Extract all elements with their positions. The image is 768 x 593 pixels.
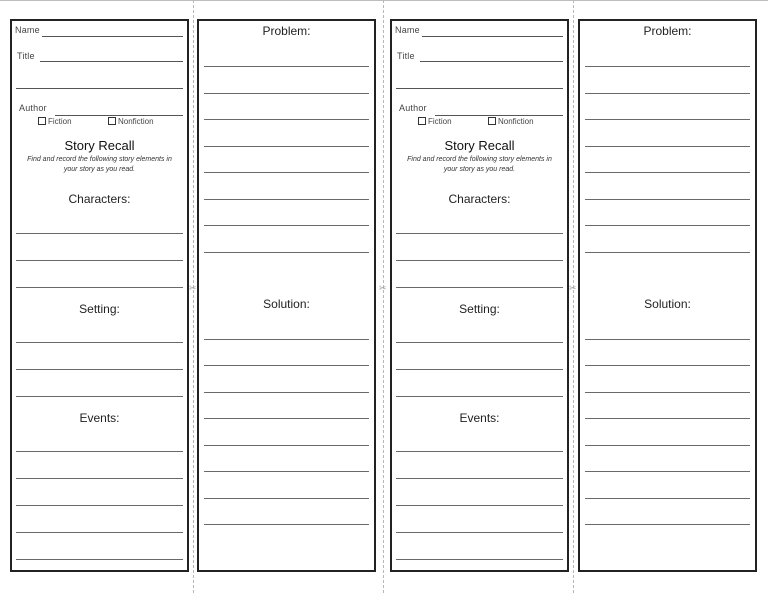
writing-line[interactable] [396, 505, 563, 506]
writing-line[interactable] [204, 392, 369, 393]
title-field-line[interactable] [40, 61, 183, 62]
writing-line[interactable] [204, 119, 369, 120]
author-field-line[interactable] [435, 115, 563, 116]
writing-line[interactable] [396, 342, 563, 343]
characters-heading: Characters: [448, 192, 511, 206]
writing-line[interactable] [585, 146, 750, 147]
writing-line[interactable] [16, 559, 183, 560]
writing-line[interactable] [204, 524, 369, 525]
writing-line[interactable] [16, 505, 183, 506]
problem-solution-bookmark [578, 19, 757, 572]
checkbox-square-icon [108, 117, 116, 125]
nonfiction-checkbox[interactable] [488, 117, 534, 126]
story-recall-instructions: Find and record the following story elements in your story as you read. [27, 156, 172, 173]
solution-heading: Solution: [644, 297, 691, 311]
story-recall-heading: Story Recall [444, 138, 515, 153]
writing-line[interactable] [204, 146, 369, 147]
title-label: Title [17, 51, 35, 61]
writing-line[interactable] [396, 396, 563, 397]
writing-line[interactable] [204, 172, 369, 173]
writing-line[interactable] [204, 471, 369, 472]
nonfiction-label: Nonfiction [118, 117, 154, 126]
writing-line[interactable] [204, 418, 369, 419]
writing-line[interactable] [16, 260, 183, 261]
checkbox-square-icon [488, 117, 496, 125]
writing-line[interactable] [585, 119, 750, 120]
title-label: Title [397, 51, 415, 61]
writing-line[interactable] [585, 66, 750, 67]
fiction-label: Fiction [48, 117, 72, 126]
name-field-line[interactable] [42, 36, 183, 37]
title-field-line[interactable] [16, 88, 183, 89]
writing-line[interactable] [16, 478, 183, 479]
setting-heading: Setting: [79, 302, 120, 316]
scissors-icon: ✂ [189, 283, 197, 293]
writing-line[interactable] [204, 66, 369, 67]
scissors-icon: ✂ [569, 283, 577, 293]
story-recall-heading: Story Recall [64, 138, 135, 153]
checkbox-square-icon [418, 117, 426, 125]
writing-line[interactable] [585, 93, 750, 94]
cut-line [193, 0, 194, 593]
writing-line[interactable] [585, 172, 750, 173]
fiction-label: Fiction [428, 117, 452, 126]
writing-line[interactable] [16, 369, 183, 370]
writing-line[interactable] [585, 199, 750, 200]
author-label: Author [19, 103, 47, 113]
writing-line[interactable] [585, 365, 750, 366]
events-heading: Events: [459, 411, 500, 425]
writing-line[interactable] [16, 532, 183, 533]
problem-heading: Problem: [643, 24, 692, 38]
writing-line[interactable] [396, 478, 563, 479]
title-field-line[interactable] [420, 61, 563, 62]
writing-line[interactable] [396, 451, 563, 452]
writing-line[interactable] [585, 339, 750, 340]
writing-line[interactable] [204, 252, 369, 253]
writing-line[interactable] [585, 225, 750, 226]
writing-line[interactable] [585, 471, 750, 472]
writing-line[interactable] [204, 339, 369, 340]
nonfiction-checkbox[interactable] [108, 117, 154, 126]
writing-line[interactable] [396, 532, 563, 533]
cut-line [383, 0, 384, 593]
writing-line[interactable] [585, 498, 750, 499]
writing-line[interactable] [204, 365, 369, 366]
page-top-rule [0, 0, 768, 1]
writing-line[interactable] [204, 225, 369, 226]
writing-line[interactable] [204, 199, 369, 200]
writing-line[interactable] [16, 287, 183, 288]
writing-line[interactable] [396, 559, 563, 560]
writing-line[interactable] [585, 524, 750, 525]
fiction-checkbox[interactable] [418, 117, 452, 126]
nonfiction-label: Nonfiction [498, 117, 534, 126]
checkbox-square-icon [38, 117, 46, 125]
author-label: Author [399, 103, 427, 113]
writing-line[interactable] [16, 451, 183, 452]
events-heading: Events: [79, 411, 120, 425]
writing-line[interactable] [585, 252, 750, 253]
writing-line[interactable] [204, 498, 369, 499]
name-label: Name [395, 25, 420, 35]
writing-line[interactable] [585, 445, 750, 446]
writing-line[interactable] [16, 342, 183, 343]
solution-heading: Solution: [263, 297, 310, 311]
scissors-icon: ✂ [379, 283, 387, 293]
fiction-checkbox[interactable] [38, 117, 72, 126]
writing-line[interactable] [16, 396, 183, 397]
writing-line[interactable] [204, 445, 369, 446]
writing-line[interactable] [204, 93, 369, 94]
writing-line[interactable] [396, 233, 563, 234]
writing-line[interactable] [396, 287, 563, 288]
title-field-line[interactable] [396, 88, 563, 89]
writing-line[interactable] [585, 418, 750, 419]
writing-line[interactable] [396, 369, 563, 370]
author-field-line[interactable] [55, 115, 183, 116]
name-field-line[interactable] [422, 36, 563, 37]
writing-line[interactable] [585, 392, 750, 393]
writing-line[interactable] [16, 233, 183, 234]
characters-heading: Characters: [68, 192, 131, 206]
cut-line [573, 0, 574, 593]
name-label: Name [15, 25, 40, 35]
problem-solution-bookmark [197, 19, 376, 572]
problem-heading: Problem: [262, 24, 311, 38]
setting-heading: Setting: [459, 302, 500, 316]
writing-line[interactable] [396, 260, 563, 261]
story-recall-bookmark [10, 19, 189, 572]
story-recall-instructions: Find and record the following story elements in your story as you read. [407, 156, 552, 173]
story-recall-bookmark [390, 19, 569, 572]
